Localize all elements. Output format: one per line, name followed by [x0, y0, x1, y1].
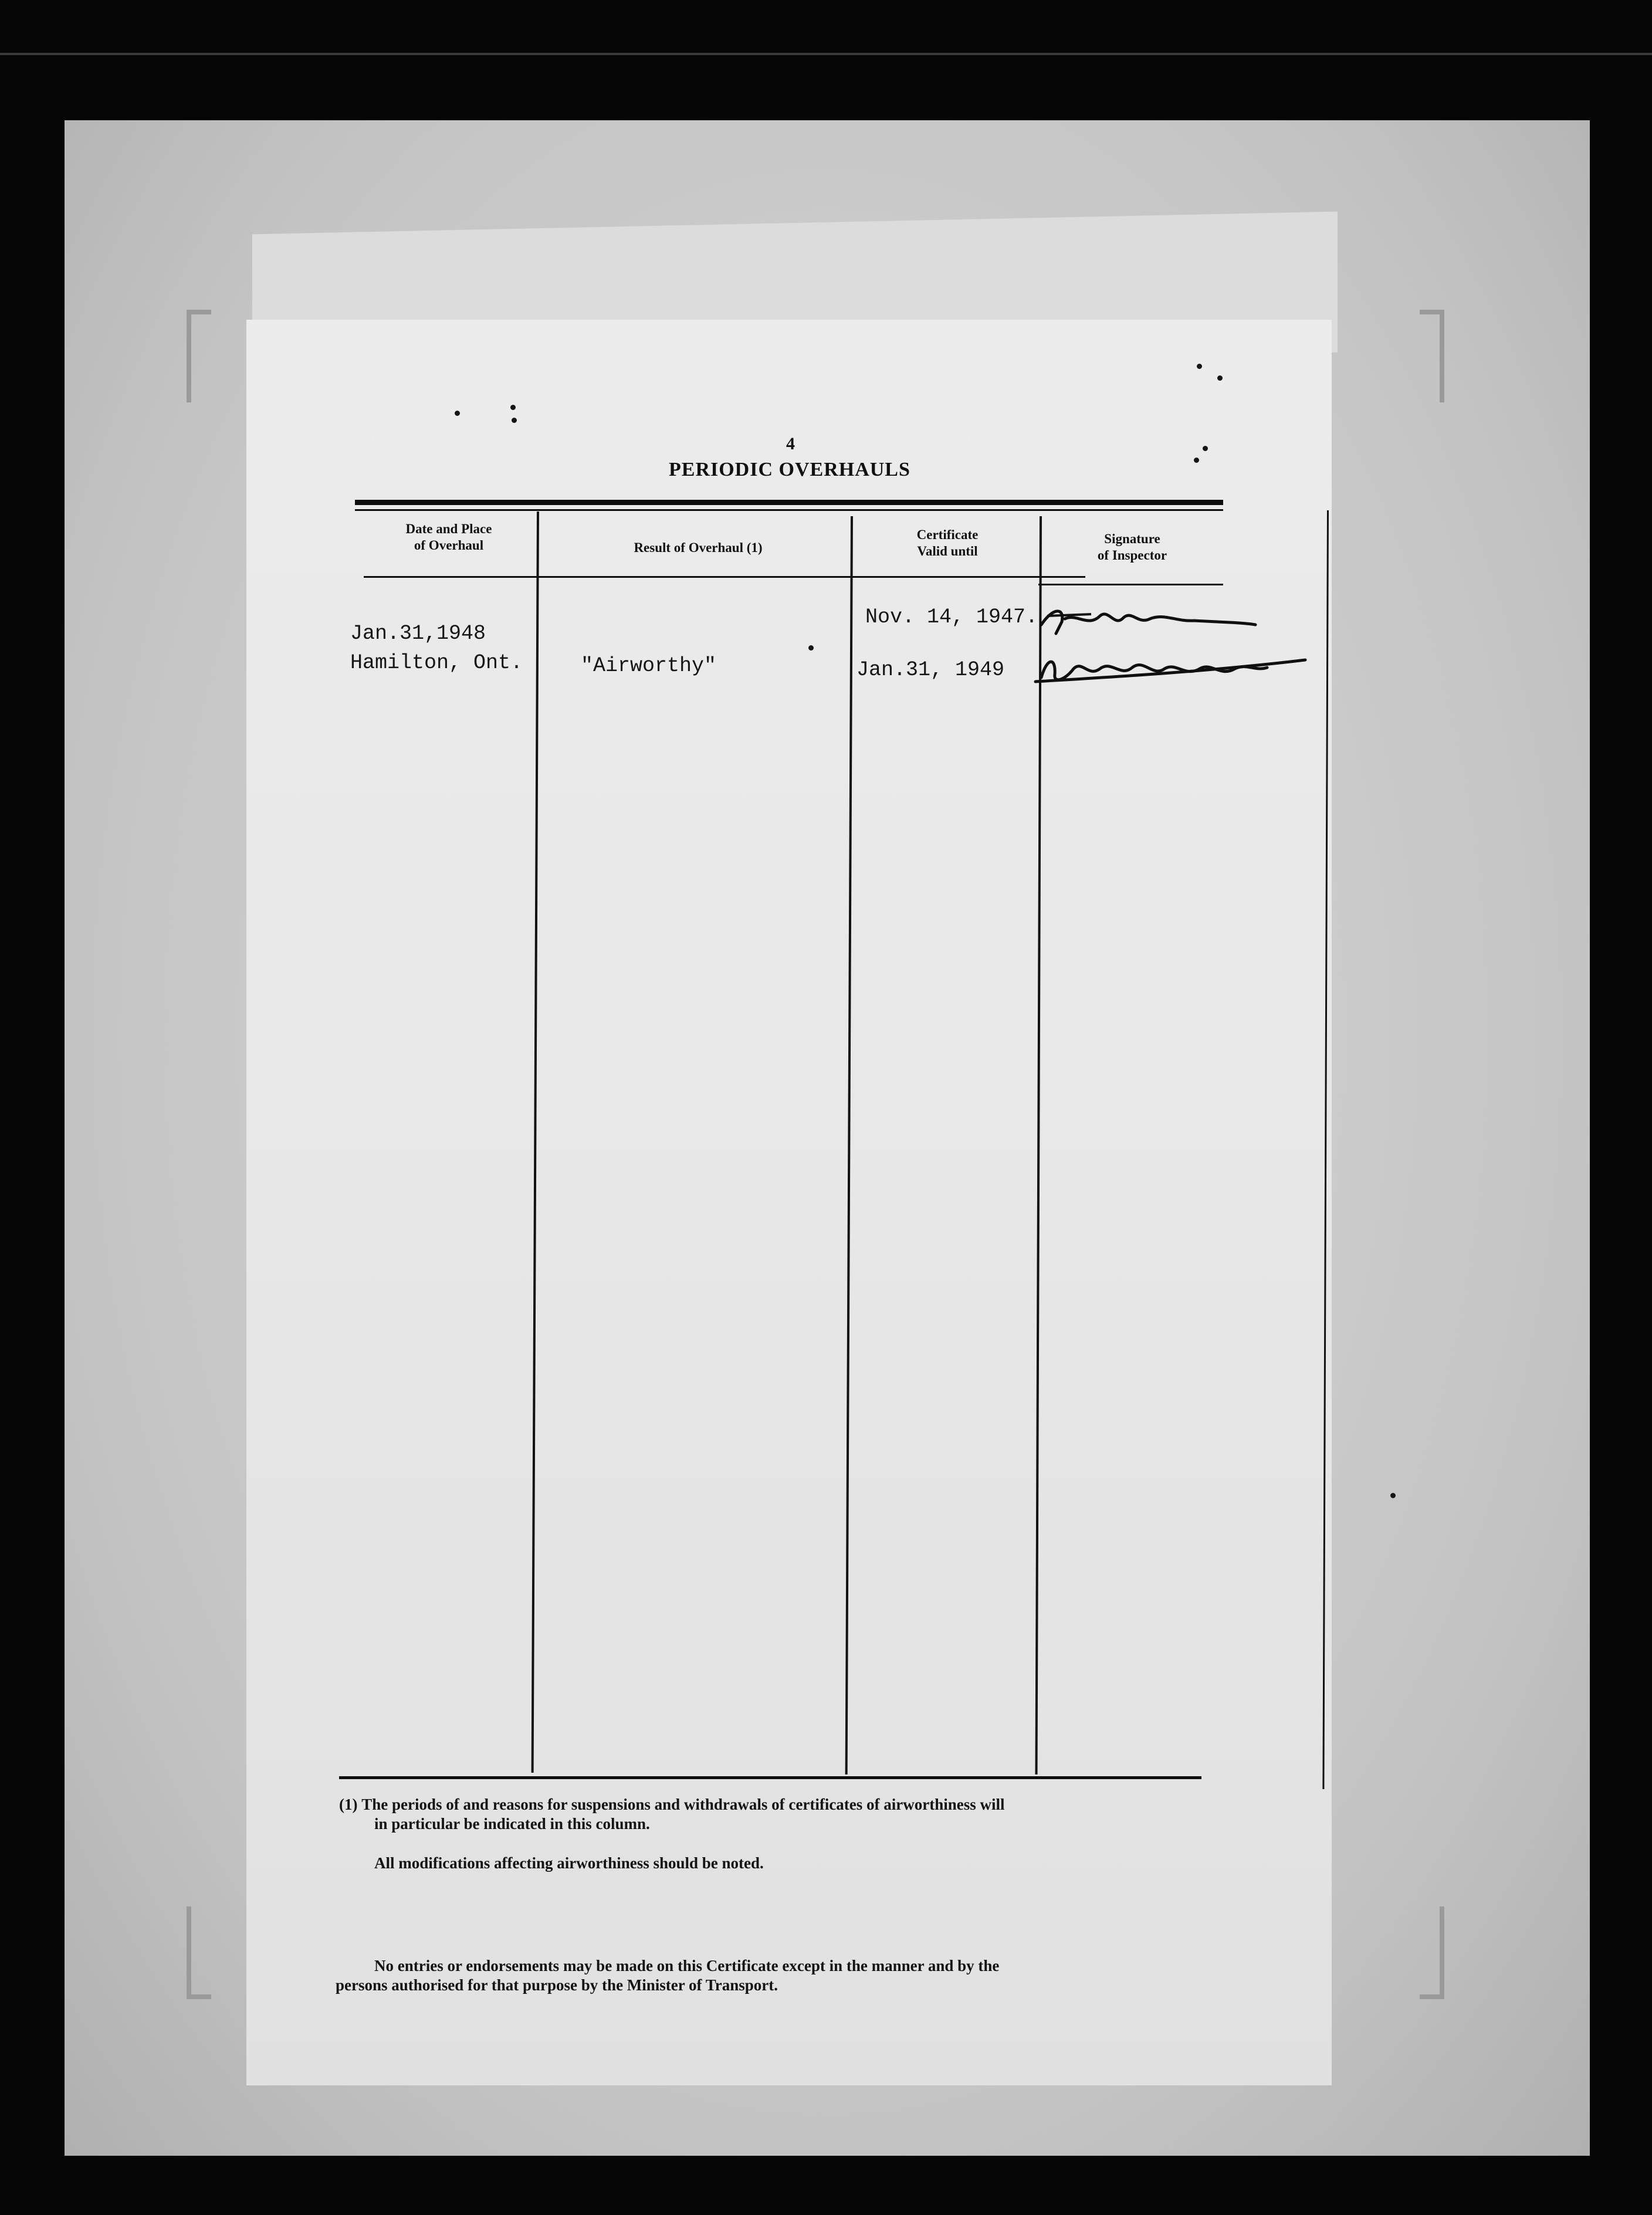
page-title: PERIODIC OVERHAULS [669, 459, 910, 480]
crop-mark-bottom-right [1420, 1906, 1444, 1999]
entry-place: Hamilton, Ont. [350, 651, 523, 675]
scan-speck [512, 418, 517, 423]
table-top-rule-thin [355, 509, 1223, 511]
scan-speck [510, 405, 516, 410]
endorsements-line-2: persons authorised for that purpose by the Minister of Transport. [336, 1976, 778, 1994]
inspector-signature-1 [1035, 601, 1270, 642]
entry-date: Jan.31,1948 [350, 622, 486, 645]
page-number: 4 [786, 434, 795, 453]
header-result: Result of Overhaul (1) [634, 540, 763, 555]
header-signature: Signature of Inspector [1097, 531, 1167, 563]
footnote-line-1: The periods of and reasons for suspensions and withdrawals of certificates of airworthiness will [361, 1796, 1005, 1813]
header-date-place: Date and Place of Overhaul [405, 521, 492, 553]
film-edge [0, 53, 1652, 55]
scan-speck [1197, 364, 1202, 369]
entry-result: "Airworthy" [581, 654, 717, 678]
scan-speck [808, 645, 814, 651]
footnote-marker: (1) [339, 1796, 358, 1813]
scan-speck [1194, 458, 1199, 463]
crop-mark-top-left [187, 310, 211, 402]
header-certificate-valid: Certificate Valid until [916, 527, 979, 558]
footnote-1 [339, 1795, 1005, 1834]
header-bottom-rule-left [364, 576, 1085, 578]
table-top-rule [355, 500, 1223, 505]
crop-mark-bottom-left [187, 1906, 211, 1999]
inspector-signature-2 [1032, 645, 1314, 692]
entry-valid-until: Jan.31, 1949 [857, 658, 1005, 682]
table-bottom-rule [339, 1776, 1201, 1779]
header-bottom-rule-right [1038, 584, 1223, 585]
entry-valid-previous: Nov. 14, 1947. [865, 605, 1038, 629]
crop-mark-top-right [1420, 310, 1444, 402]
scan-speck [1203, 446, 1208, 451]
scan-speck [1390, 1493, 1396, 1498]
footnote-line-2: in particular be indicated in this column. [374, 1815, 650, 1833]
endorsements-line-1: No entries or endorsements may be made on this Certificate except in the manner and by the [374, 1957, 1000, 1974]
scan-speck [455, 411, 460, 416]
endorsements-note [336, 1956, 999, 1995]
modifications-note: All modifications affecting airworthiness should be noted. [374, 1854, 764, 1872]
scan-speck [1217, 375, 1223, 381]
